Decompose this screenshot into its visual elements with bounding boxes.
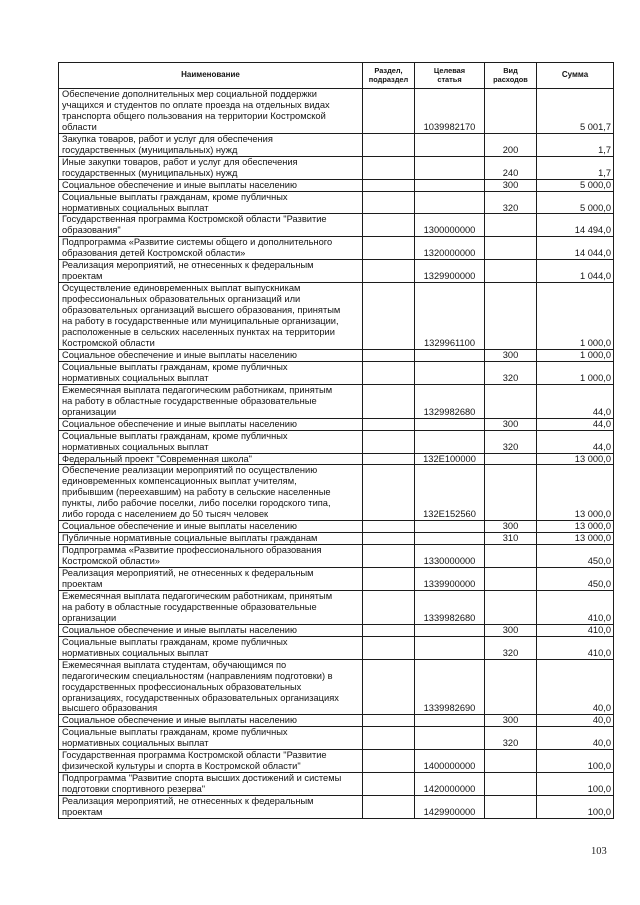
amount-cell: 40,0	[537, 715, 614, 727]
amount-cell: 13 000,0	[537, 521, 614, 533]
amount-cell: 1 000,0	[537, 349, 614, 361]
header-section: Раздел, подраздел	[363, 63, 415, 89]
section-cell	[363, 533, 415, 545]
target-article-cell: 1039982170	[415, 89, 485, 134]
section-cell	[363, 89, 415, 134]
expense-type-cell: 320	[485, 191, 537, 214]
header-amount: Сумма	[537, 63, 614, 89]
amount-cell: 14 044,0	[537, 237, 614, 260]
table-row	[59, 715, 614, 727]
table-row	[59, 214, 614, 237]
expense-type-cell	[485, 384, 537, 418]
header-row	[59, 63, 614, 89]
table-row	[59, 349, 614, 361]
expense-type-cell	[485, 260, 537, 283]
table-header	[59, 63, 614, 89]
target-article-cell	[415, 430, 485, 453]
name-cell: Ежемесячная выплата студентам, обучающимся по педагогическим специальностям (направлениям подготовки) в государственных профессиональных образовательных организациях, государственных образовательных организациях высшего образования	[59, 659, 363, 715]
amount-cell: 5 001,7	[537, 89, 614, 134]
section-cell	[363, 659, 415, 715]
name-cell: Социальные выплаты гражданам, кроме публичных нормативных социальных выплат	[59, 361, 363, 384]
target-article-cell: 132E100000	[415, 453, 485, 465]
target-article-cell: 1429900000	[415, 796, 485, 819]
target-article-cell: 1339900000	[415, 568, 485, 591]
table-row	[59, 156, 614, 179]
expense-type-cell	[485, 545, 537, 568]
section-cell	[363, 237, 415, 260]
target-article-cell: 1300000000	[415, 214, 485, 237]
name-cell: Социальное обеспечение и иные выплаты населению	[59, 715, 363, 727]
name-cell: Социальные выплаты гражданам, кроме публичных нормативных социальных выплат	[59, 430, 363, 453]
expense-type-cell	[485, 465, 537, 521]
name-cell: Государственная программа Костромской области "Развитие образования"	[59, 214, 363, 237]
section-cell	[363, 773, 415, 796]
expense-type-cell: 300	[485, 179, 537, 191]
name-cell: Социальное обеспечение и иные выплаты населению	[59, 349, 363, 361]
expense-type-cell: 240	[485, 156, 537, 179]
section-cell	[363, 384, 415, 418]
table-row	[59, 727, 614, 750]
name-cell: Обеспечение реализации мероприятий по осуществлению единовременных компенсационных выплат учителям, прибывшим (переехавшим) на работу в сельские населенные пункты, либо рабочие поселки, либо поселки городского типа, либо города с населением до 50 тысяч человек	[59, 465, 363, 521]
section-cell	[363, 430, 415, 453]
section-cell	[363, 214, 415, 237]
target-article-cell	[415, 156, 485, 179]
section-cell	[363, 361, 415, 384]
table-row	[59, 453, 614, 465]
expense-type-cell	[485, 590, 537, 624]
budget-table-container	[58, 62, 613, 819]
table-row	[59, 191, 614, 214]
amount-cell: 450,0	[537, 568, 614, 591]
table-row	[59, 384, 614, 418]
table-row	[59, 89, 614, 134]
amount-cell: 1 000,0	[537, 283, 614, 350]
table-row	[59, 465, 614, 521]
amount-cell: 44,0	[537, 418, 614, 430]
section-cell	[363, 260, 415, 283]
section-cell	[363, 750, 415, 773]
target-article-cell	[415, 349, 485, 361]
amount-cell: 40,0	[537, 659, 614, 715]
target-article-cell: 1339982680	[415, 590, 485, 624]
amount-cell: 13 000,0	[537, 465, 614, 521]
name-cell: Ежемесячная выплата педагогическим работникам, принятым на работу в областные государственные образовательные организации	[59, 384, 363, 418]
name-cell: Социальные выплаты гражданам, кроме публичных нормативных социальных выплат	[59, 727, 363, 750]
name-cell: Социальное обеспечение и иные выплаты населению	[59, 624, 363, 636]
amount-cell: 100,0	[537, 773, 614, 796]
amount-cell: 1,7	[537, 133, 614, 156]
amount-cell: 100,0	[537, 750, 614, 773]
section-cell	[363, 179, 415, 191]
expense-type-cell: 320	[485, 727, 537, 750]
expense-type-cell: 300	[485, 624, 537, 636]
amount-cell: 100,0	[537, 796, 614, 819]
budget-table	[58, 62, 614, 819]
expense-type-cell: 320	[485, 361, 537, 384]
table-row	[59, 361, 614, 384]
target-article-cell	[415, 418, 485, 430]
name-cell: Государственная программа Костромской области "Развитие физической культуры и спорта в Костромской области"	[59, 750, 363, 773]
name-cell: Закупка товаров, работ и услуг для обеспечения государственных (муниципальных) нужд	[59, 133, 363, 156]
section-cell	[363, 727, 415, 750]
section-cell	[363, 465, 415, 521]
section-cell	[363, 521, 415, 533]
amount-cell: 5 000,0	[537, 191, 614, 214]
header-target-article: Целевая статья	[415, 63, 485, 89]
expense-type-cell: 320	[485, 636, 537, 659]
amount-cell: 14 494,0	[537, 214, 614, 237]
target-article-cell: 1420000000	[415, 773, 485, 796]
expense-type-cell	[485, 283, 537, 350]
amount-cell: 13 000,0	[537, 453, 614, 465]
target-article-cell	[415, 179, 485, 191]
amount-cell: 450,0	[537, 545, 614, 568]
expense-type-cell	[485, 453, 537, 465]
section-cell	[363, 636, 415, 659]
table-body	[59, 89, 614, 819]
table-row	[59, 636, 614, 659]
expense-type-cell	[485, 237, 537, 260]
amount-cell: 40,0	[537, 727, 614, 750]
target-article-cell	[415, 727, 485, 750]
expense-type-cell: 300	[485, 349, 537, 361]
target-article-cell	[415, 636, 485, 659]
target-article-cell: 1330000000	[415, 545, 485, 568]
expense-type-cell: 320	[485, 430, 537, 453]
header-expense-type: Вид расходов	[485, 63, 537, 89]
section-cell	[363, 590, 415, 624]
name-cell: Иные закупки товаров, работ и услуг для обеспечения государственных (муниципальных) нужд	[59, 156, 363, 179]
amount-cell: 1 044,0	[537, 260, 614, 283]
name-cell: Федеральный проект "Современная школа"	[59, 453, 363, 465]
target-article-cell: 1329900000	[415, 260, 485, 283]
amount-cell: 1 000,0	[537, 361, 614, 384]
name-cell: Подпрограмма "Развитие спорта высших достижений и системы подготовки спортивного резерва"	[59, 773, 363, 796]
section-cell	[363, 133, 415, 156]
table-row	[59, 237, 614, 260]
target-article-cell: 1320000000	[415, 237, 485, 260]
expense-type-cell	[485, 568, 537, 591]
section-cell	[363, 715, 415, 727]
target-article-cell	[415, 361, 485, 384]
expense-type-cell: 300	[485, 715, 537, 727]
name-cell: Ежемесячная выплата педагогическим работникам, принятым на работу в областные государственные образовательные организации	[59, 590, 363, 624]
table-row	[59, 133, 614, 156]
target-article-cell: 1400000000	[415, 750, 485, 773]
expense-type-cell: 200	[485, 133, 537, 156]
name-cell: Реализация мероприятий, не отнесенных к федеральным проектам	[59, 796, 363, 819]
target-article-cell	[415, 715, 485, 727]
target-article-cell: 132E152560	[415, 465, 485, 521]
table-row	[59, 179, 614, 191]
name-cell: Социальное обеспечение и иные выплаты населению	[59, 179, 363, 191]
target-article-cell: 1329982680	[415, 384, 485, 418]
name-cell: Реализация мероприятий, не отнесенных к федеральным проектам	[59, 260, 363, 283]
amount-cell: 5 000,0	[537, 179, 614, 191]
name-cell: Обеспечение дополнительных мер социальной поддержки учащихся и студентов по оплате проезда на отдельных видах транспорта общего пользования на территории Костромской области	[59, 89, 363, 134]
expense-type-cell	[485, 89, 537, 134]
amount-cell: 410,0	[537, 636, 614, 659]
section-cell	[363, 349, 415, 361]
table-row	[59, 773, 614, 796]
amount-cell: 410,0	[537, 624, 614, 636]
table-row	[59, 750, 614, 773]
amount-cell: 1,7	[537, 156, 614, 179]
expense-type-cell	[485, 750, 537, 773]
section-cell	[363, 545, 415, 568]
target-article-cell	[415, 533, 485, 545]
target-article-cell	[415, 624, 485, 636]
section-cell	[363, 796, 415, 819]
name-cell: Социальные выплаты гражданам, кроме публичных нормативных социальных выплат	[59, 636, 363, 659]
section-cell	[363, 568, 415, 591]
target-article-cell	[415, 133, 485, 156]
name-cell: Реализация мероприятий, не отнесенных к федеральным проектам	[59, 568, 363, 591]
table-row	[59, 624, 614, 636]
amount-cell: 44,0	[537, 384, 614, 418]
expense-type-cell	[485, 659, 537, 715]
section-cell	[363, 283, 415, 350]
expense-type-cell	[485, 796, 537, 819]
section-cell	[363, 453, 415, 465]
table-row	[59, 590, 614, 624]
table-row	[59, 659, 614, 715]
expense-type-cell	[485, 214, 537, 237]
expense-type-cell: 310	[485, 533, 537, 545]
table-row	[59, 568, 614, 591]
section-cell	[363, 156, 415, 179]
target-article-cell: 1339982690	[415, 659, 485, 715]
name-cell: Социальное обеспечение и иные выплаты населению	[59, 418, 363, 430]
table-row	[59, 430, 614, 453]
table-row	[59, 796, 614, 819]
name-cell: Публичные нормативные социальные выплаты гражданам	[59, 533, 363, 545]
section-cell	[363, 624, 415, 636]
table-row	[59, 418, 614, 430]
table-row	[59, 521, 614, 533]
expense-type-cell: 300	[485, 418, 537, 430]
section-cell	[363, 418, 415, 430]
name-cell: Подпрограмма «Развитие профессионального образования Костромской области»	[59, 545, 363, 568]
expense-type-cell	[485, 773, 537, 796]
table-row	[59, 260, 614, 283]
expense-type-cell: 300	[485, 521, 537, 533]
table-row	[59, 283, 614, 350]
table-row	[59, 545, 614, 568]
amount-cell: 410,0	[537, 590, 614, 624]
name-cell: Социальное обеспечение и иные выплаты населению	[59, 521, 363, 533]
table-row	[59, 533, 614, 545]
amount-cell: 44,0	[537, 430, 614, 453]
section-cell	[363, 191, 415, 214]
target-article-cell: 1329961100	[415, 283, 485, 350]
header-name: Наименование	[59, 63, 363, 89]
target-article-cell	[415, 521, 485, 533]
amount-cell: 13 000,0	[537, 533, 614, 545]
name-cell: Социальные выплаты гражданам, кроме публичных нормативных социальных выплат	[59, 191, 363, 214]
name-cell: Осуществление единовременных выплат выпускникам профессиональных образовательных организаций или образовательных организаций высшего образования, принятым на работу в государственные или муниципальные организации, расположенные в сельских населенных пунктах на территории Костромской области	[59, 283, 363, 350]
name-cell: Подпрограмма «Развитие системы общего и дополнительного образования детей Костромской области»	[59, 237, 363, 260]
target-article-cell	[415, 191, 485, 214]
page-number: 103	[591, 846, 607, 857]
